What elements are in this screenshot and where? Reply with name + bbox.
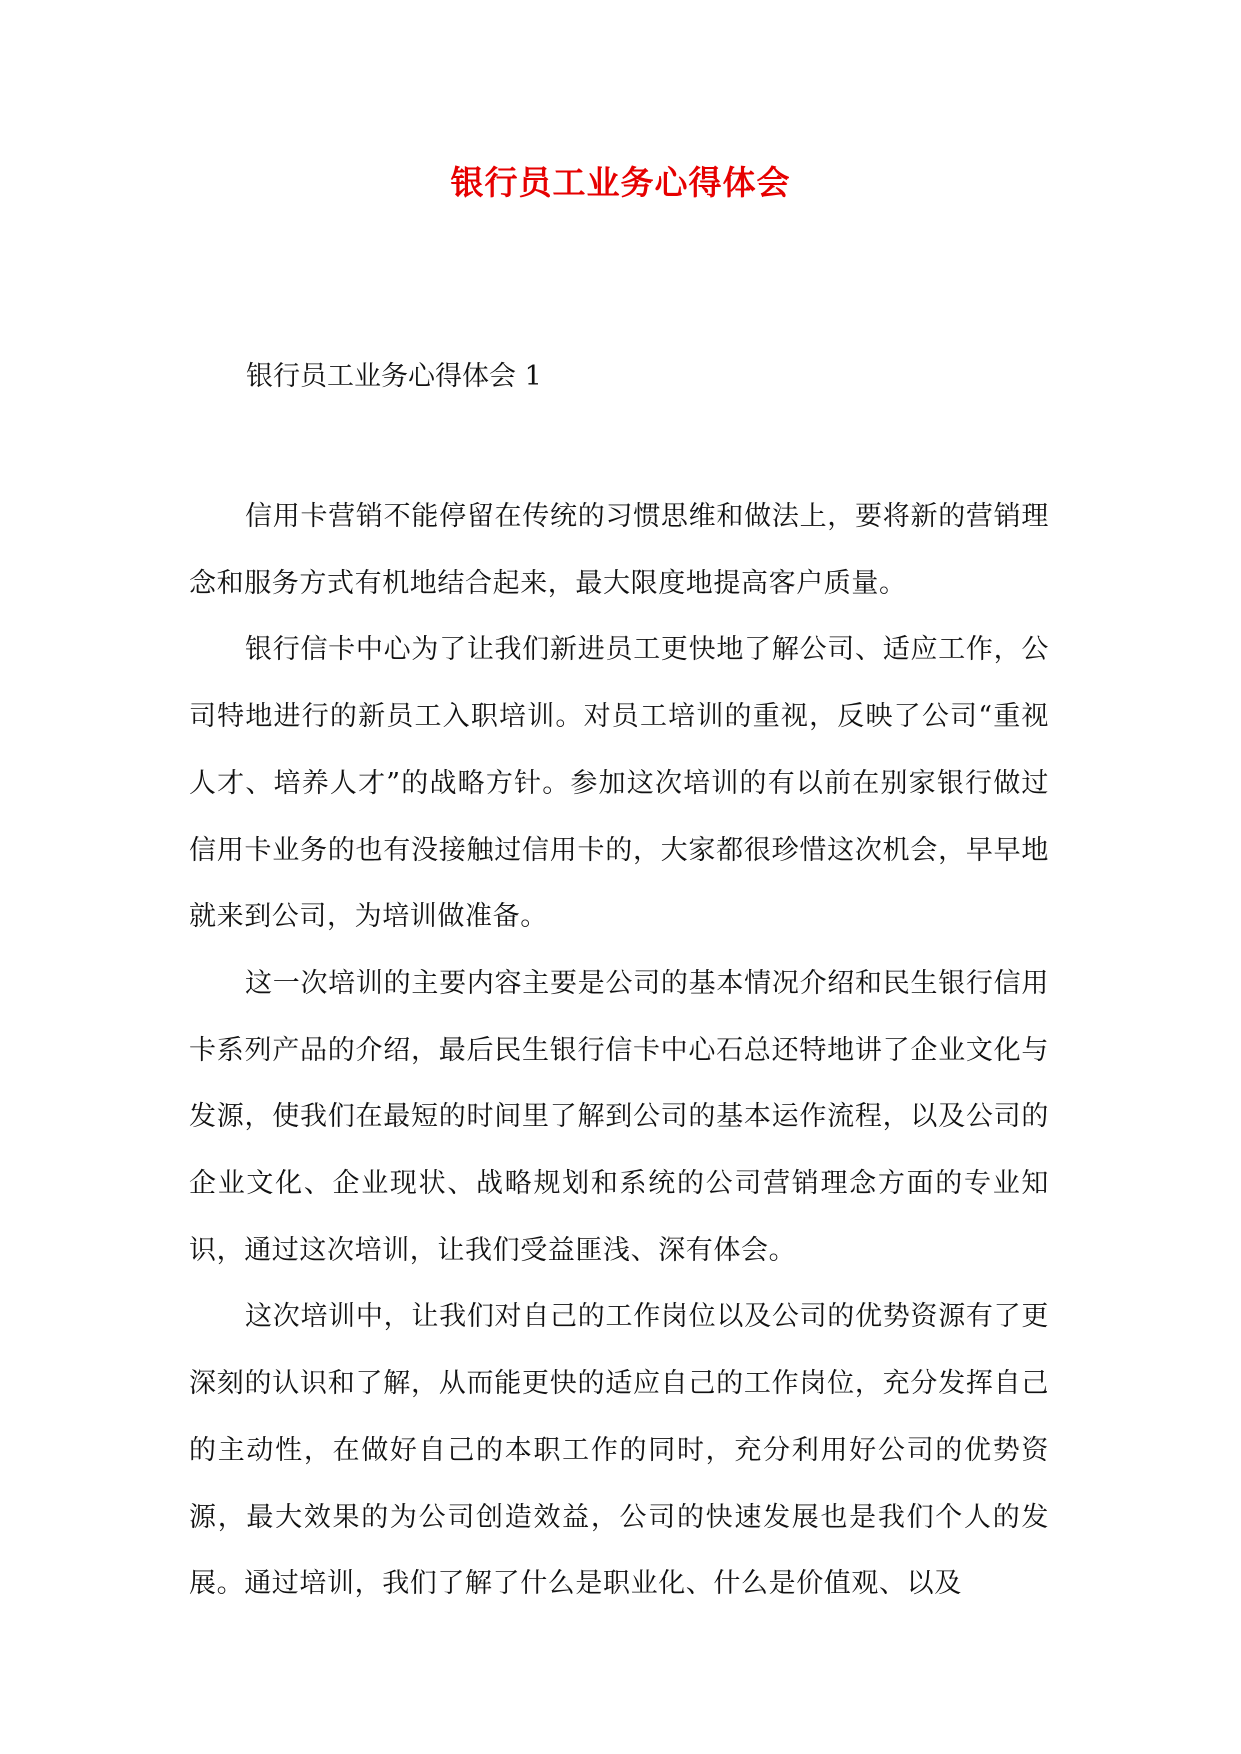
paragraph: 这次培训中，让我们对自己的工作岗位以及公司的优势资源有了更深刻的认识和了解，从而能更快的适应自己的工作岗位，充分发挥自己的主动性，在做好自己的本职工作的同时，充分利用好公司的优势资源，最大效果的为公司创造效益，公司的快速发展也是我们个人的发展。通过培训，我们了解了什么是职业化、什么是价值观、以及 — [189, 1301, 1049, 1600]
paragraph: 这一次培训的主要内容主要是公司的基本情况介绍和民生银行信用卡系列产品的介绍，最后民生银行信卡中心石总还特地讲了企业文化与发源，使我们在最短的时间里了解到公司的基本运作流程，以及公司的企业文化、企业现状、战略规划和系统的公司营销理念方面的专业知识，通过这次培训，让我们受益匪浅、深有体会。 — [189, 967, 1049, 1266]
paragraph: 信用卡营销不能停留在传统的习惯思维和做法上，要将新的营销理念和服务方式有机地结合起来，最大限度地提高客户质量。 — [189, 501, 1049, 599]
document-title: 银行员工业务心得体会 — [450, 163, 791, 202]
paragraph: 银行信卡中心为了让我们新进员工更快地了解公司、适应工作，公司特地进行的新员工入职培训。对员工培训的重视，反映了公司“重视人才、培养人才”的战略方针。参加这次培训的有以前在别家银行做过信用卡业务的也有没接触过信用卡的，大家都很珍惜这次机会，早早地就来到公司，为培训做准备。 — [189, 634, 1049, 933]
document-body — [189, 484, 1049, 1618]
section-heading: 银行员工业务心得体会 1 — [246, 361, 542, 392]
